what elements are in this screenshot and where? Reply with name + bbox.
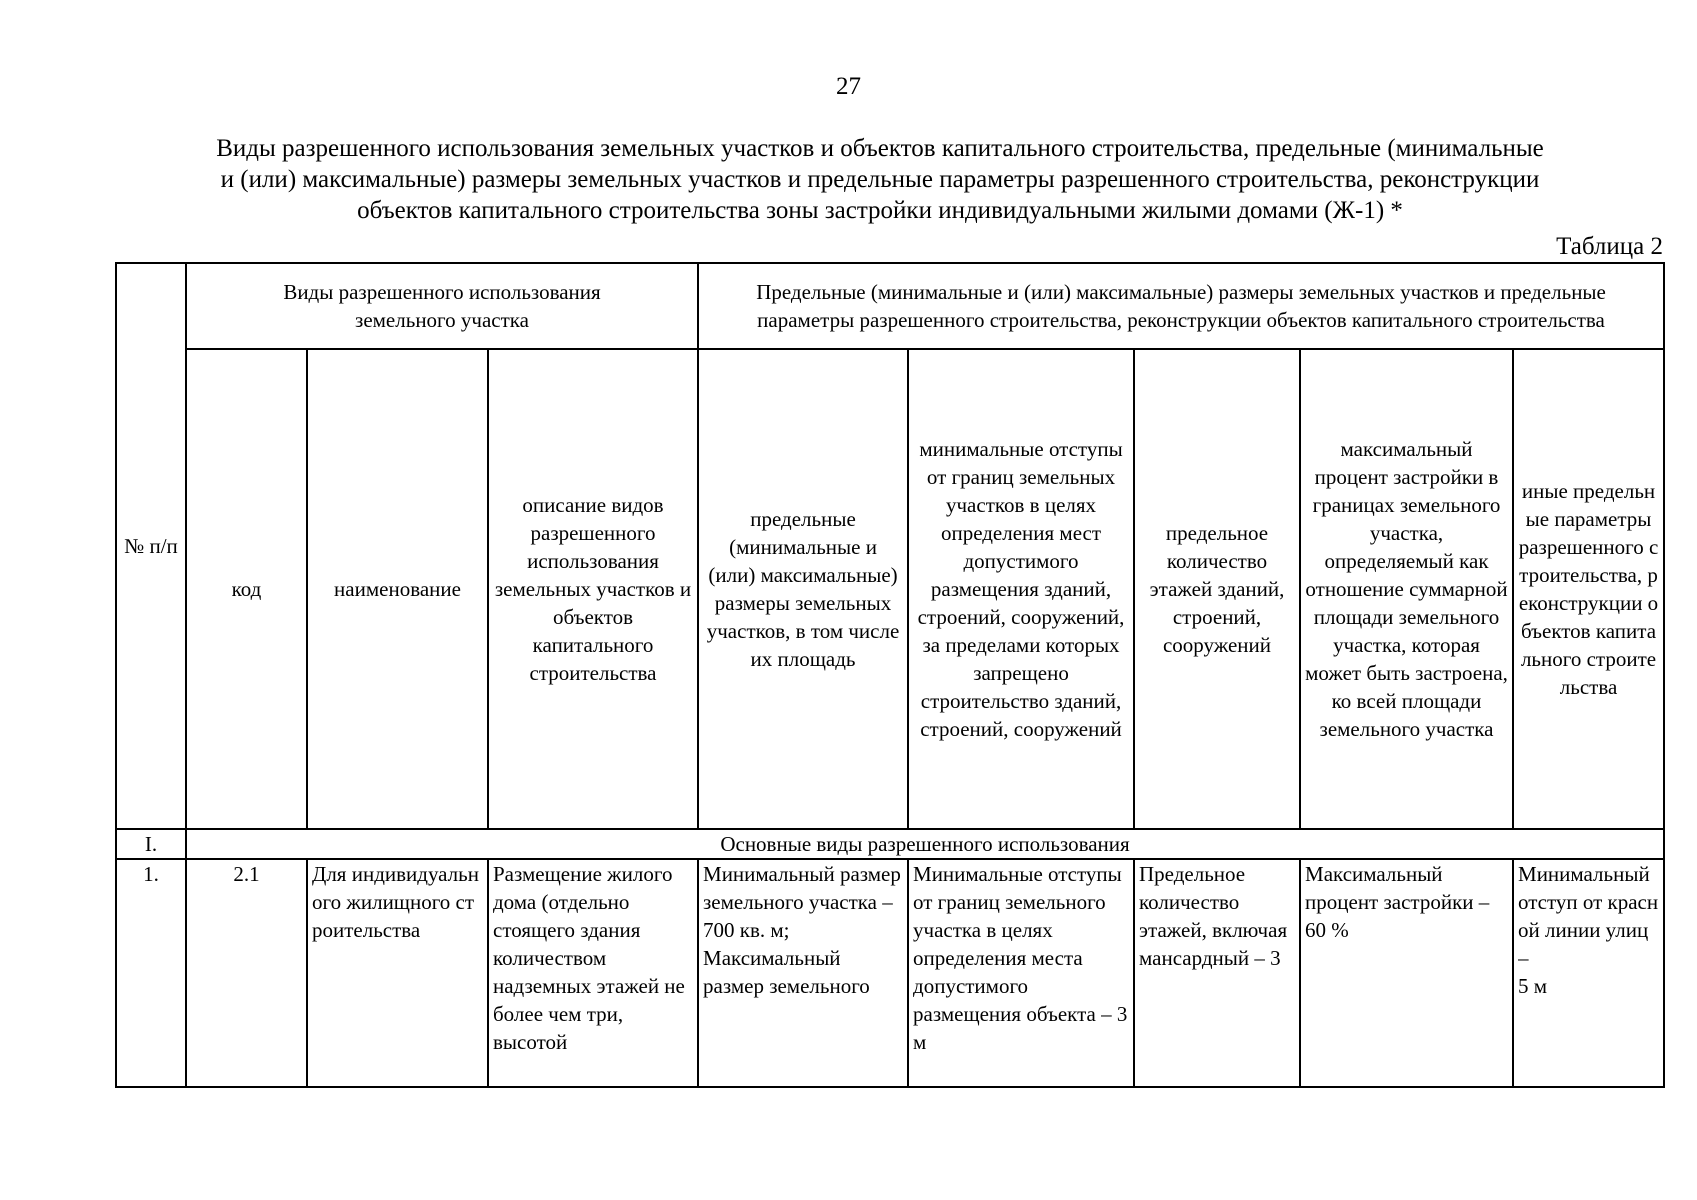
row-description: Размещение жилого дома (отдельно стоящего здания количеством надземных этажей не более чем три, высотой: [493, 862, 685, 1054]
plot-size-line: Минимальный размер земельного участка –: [703, 862, 901, 914]
other-line: 5 м: [1518, 974, 1548, 998]
header-num: № п/п: [116, 263, 186, 829]
header-setbacks: минимальные отступы от границ земельных участков в целях определения мест допустимого размещения зданий, строений, сооружений, за пределами которых запрещено строительство зданий, строений, сооружений: [908, 349, 1134, 829]
header-plot-size: предельные (минимальные и (или) максимальные) размеры земельных участков, в том числе их площадь: [698, 349, 908, 829]
header-group-uses: Виды разрешенного использования земельного участка: [186, 263, 698, 349]
header-row-group: [116, 263, 1664, 349]
header-group-params: Предельные (минимальные и (или) максимальные) размеры земельных участков и предельные параметры разрешенного строительства, реконструкции объектов капитального строительства: [698, 263, 1664, 349]
header-name: наименование: [307, 349, 488, 829]
header-floors: предельное количество этажей зданий, строений, сооружений: [1134, 349, 1300, 829]
table-label: Таблица 2: [1556, 233, 1663, 260]
header-description: описание видов разрешенного использования земельных участков и объектов капитального строительства: [488, 349, 698, 829]
row-code: 2.1: [186, 859, 307, 1087]
page-number: 27: [836, 73, 861, 100]
section-num: I.: [116, 829, 186, 859]
row-other: [1518, 860, 1659, 1086]
table-row: [116, 859, 1664, 1087]
land-use-table: [115, 262, 1665, 1088]
row-setbacks: Минимальные отступы от границ земельного участка в целях определения места допустимого размещения объекта – 3 м: [913, 862, 1128, 1054]
row-num: 1.: [116, 859, 186, 1087]
title-line: Виды разрешенного использования земельных участков и объектов капитального строительства, предельные (минимальные: [216, 135, 1544, 162]
header-coverage: максимальный процент застройки в границах земельного участка, определяемый как отношение суммарной площади земельного участка, которая может быть застроена, ко всей площади земельного участка: [1300, 349, 1513, 829]
header-row-columns: [116, 349, 1664, 829]
title-line: и (или) максимальные) размеры земельных участков и предельные параметры разрешенного строительства, реконструкции: [220, 166, 1540, 193]
row-plot-size: [703, 860, 903, 1086]
section-title: Основные виды разрешенного использования: [186, 829, 1664, 859]
header-other: иные предельные параметры разрешенного строительства, реконструкции объектов капитального строительства: [1513, 349, 1664, 829]
plot-size-line: 700 кв. м;: [703, 918, 790, 942]
row-name: Для индивидуального жилищного строительства: [312, 862, 479, 942]
document-title: [100, 133, 1660, 226]
section-row: [116, 829, 1664, 859]
row-coverage: Максимальный процент застройки – 60 %: [1305, 862, 1490, 942]
other-line: Минимальный отступ от красной линии улиц –: [1518, 862, 1659, 970]
title-line: объектов капитального строительства зоны застройки индивидуальными жилыми домами (Ж-1) *: [357, 197, 1403, 224]
header-code: код: [186, 349, 307, 829]
plot-size-line: Максимальный размер земельного: [703, 946, 870, 998]
row-floors: Предельное количество этажей, включая мансардный – 3: [1139, 862, 1288, 970]
